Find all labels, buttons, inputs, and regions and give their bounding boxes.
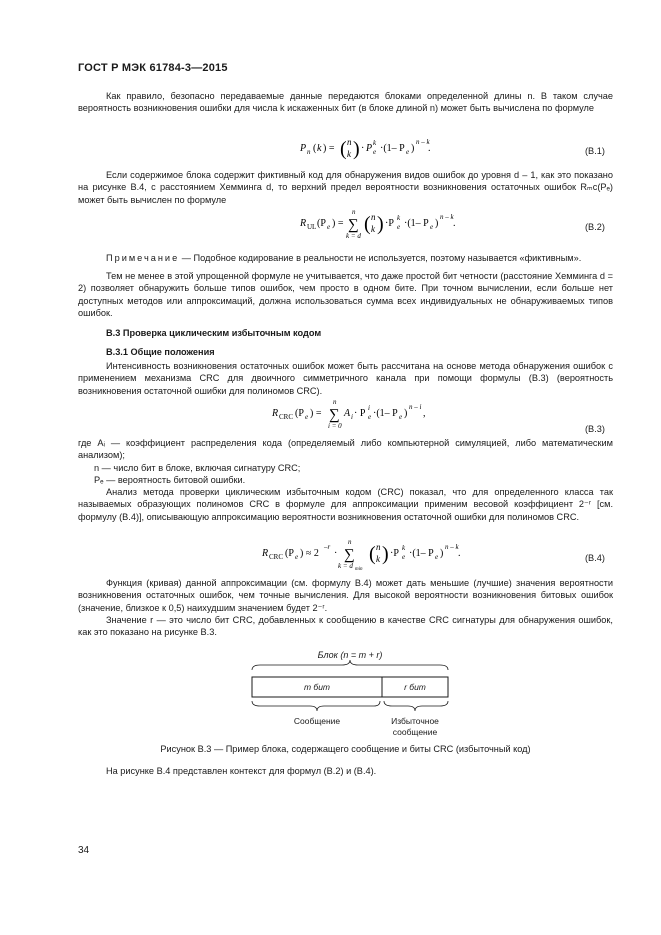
equation-b2 [300,208,460,245]
paragraph-crc-analysis: Анализ метода проверки циклическим избыточным кодом (CRC) показал, что для определенного класса так называемых образующих полиномов CRC в формуле для аппроксимации применим весовой коэффициент 2⁻ʳ [см. формулу (В.4)], описывающую аппроксимацию вероятности возникновения остаточной ошибки для полиномов CRC. [78,487,613,522]
message-brace [252,701,380,711]
heading-b3: В.3 Проверка циклическим избыточным кодом [106,328,322,338]
svg-text:) =: ) = [332,218,344,229]
figure-block-diagram [250,648,450,748]
svg-text:R: R [272,408,279,419]
svg-text:∑: ∑ [344,547,355,563]
equation-b1 [300,136,440,165]
svg-text:k: k [376,554,380,564]
svg-text:·(1– P: ·(1– P [409,548,434,559]
redundant-brace [384,701,448,711]
svg-text:n: n [333,398,337,406]
svg-text:min: min [355,567,363,572]
svg-text:.: . [428,143,431,154]
svg-text:e: e [368,413,372,421]
svg-text:e: e [430,223,434,231]
svg-text:i = 0: i = 0 [328,422,342,430]
svg-text:e: e [406,148,410,156]
svg-text:CRC: CRC [269,553,284,561]
svg-text:e: e [295,553,299,561]
svg-text:): ) [377,213,384,235]
svg-text:k: k [402,544,406,552]
redundant-label-1: Избыточное [391,716,439,726]
r-bits-label: r бит [404,682,426,692]
svg-text:·P: ·P [390,548,399,559]
svg-text:∑: ∑ [329,407,340,423]
svg-text:.: . [458,548,461,559]
paragraph-crc-intro: Интенсивность возникновения остаточных ошибок может быть рассчитана на основе метода обнаружения ошибок с применением механизма CRC для двоичного симметричного канала при помощи формулы (В.3) (вероятность возникновения остаточной ошибки для полиномов CRC). [78,361,613,396]
note-label: Примечание [106,253,180,263]
svg-text:UL: UL [307,223,317,231]
svg-text:· P: · P [354,408,366,419]
figure-caption: Рисунок В.3 — Пример блока, содержащего сообщение и биты CRC (избыточный код) [160,744,531,754]
svg-text:n – i: n – i [409,403,422,411]
svg-text:(: ( [340,138,347,160]
note [78,252,613,264]
svg-text:.: . [453,218,456,229]
svg-text:(: ( [364,213,371,235]
svg-text:·(1– P: ·(1– P [380,143,405,154]
svg-text:e: e [373,148,377,156]
paragraph-hamming: Если содержимое блока содержит фиктивный код для обнаружения видов ошибок до уровня d – 1, как это показано на рисунке В.4, с расстоянием Хемминга d, то верхний предел вероятности возникновения остаточных ошибок Rₘc(Pₑ) может быть вычислен по формуле [78,170,613,205]
svg-text:n: n [376,542,381,552]
svg-text:,: , [423,408,426,419]
svg-text:): ) [404,408,408,419]
svg-text:P: P [366,143,373,154]
note-text: — Подобное кодирование в реальности не используется, поэтому называется «фиктивным». [179,253,582,263]
heading-b31: В.3.1 Общие положения [106,347,215,357]
svg-text:) =: ) = [310,408,322,419]
svg-text:e: e [305,413,309,421]
svg-text:): ) [435,218,439,229]
svg-text:(P: (P [295,408,304,419]
svg-text:k = d: k = d [346,232,361,240]
svg-text:): ) [411,143,415,154]
svg-text:·: · [361,143,365,154]
svg-text:∑: ∑ [348,217,359,233]
paragraph-r-value: Значение r — это число бит CRC, добавленных к сообщению в качестве CRC сигнатуры для обнаружения ошибок, как это показано на рисунке В.3. [78,615,613,638]
svg-text:k: k [317,143,322,154]
svg-text:e: e [402,553,406,561]
definition-n: n — число бит в блоке, включая сигнатуру CRC; [94,463,301,473]
message-label: Сообщение [293,716,341,726]
svg-text:n: n [371,212,376,222]
svg-text:·: · [334,548,338,559]
paragraph-approx: Функция (кривая) данной аппроксимации (см. формулу В.4) может дать меньшие (лучшие) значения вероятности возникновения остаточных ошибок, чем точные вычисления. Для высокой вероятности возникновения битовых ошибок (значение, близкое к 0,5) наихудшим значением будет 2⁻ʳ. [78,578,613,613]
paragraph-intro: Как правило, безопасно передаваемые данные передаются блоками определенной длины n. В таком случае вероятность возникновения ошибки для числа k искаженных бит (в блоке длиной n) может быть вычислена по формуле [78,91,613,114]
equation-b3 [272,398,432,435]
svg-text:k: k [347,149,351,159]
svg-text:n: n [307,148,311,156]
svg-text:–r: –r [324,543,331,551]
svg-text:P: P [300,143,307,154]
svg-text:e: e [399,413,403,421]
paragraph-parity: Тем не менее в этой упрощенной формуле не учитывается, что даже простой бит четности (расстояние Хемминга d = 2) позволяет обнаружить больше типов ошибок, чем просто в одном бите. При точном вычислении, если больше нет доступных методов или аппроксимаций, должна использоваться сумма всех индивидуальных не обнаруживаемых типов ошибок. [78,271,613,319]
svg-text:(P: (P [317,218,326,229]
svg-text:(: ( [313,143,317,154]
svg-text:R: R [300,218,307,229]
svg-text:i: i [351,413,353,421]
svg-text:k: k [371,224,375,234]
equation-number-b2: (В.2) [585,222,605,232]
svg-text:k: k [397,214,401,222]
svg-text:e: e [435,553,439,561]
svg-text:n – k: n – k [416,138,430,146]
svg-text:e: e [327,223,331,231]
svg-text:(P: (P [285,548,294,559]
svg-text:k: k [373,139,377,147]
svg-text:n – k: n – k [445,543,459,551]
equation-number-b3: (В.3) [585,424,605,434]
svg-text:k = d: k = d [338,562,353,570]
svg-text:(: ( [369,543,376,565]
paragraph-context: На рисунке В.4 представлен контекст для формул (В.2) и (В.4). [106,766,377,776]
svg-text:R: R [262,548,269,559]
top-brace [252,660,448,670]
definition-ai: где Aᵢ — коэффициент распределения кода (определяемый либо компьютерной симуляцией, либо математическим анализом); [78,438,613,461]
svg-text:) ≈ 2: ) ≈ 2 [300,548,319,559]
svg-text:n – k: n – k [440,213,454,221]
document-header: ГОСТ Р МЭК 61784-3—2015 [78,62,228,74]
svg-text:n: n [348,538,352,546]
svg-text:n: n [347,137,352,147]
block-label: Блок (n = m + r) [317,650,383,660]
definition-pe: Pₑ — вероятность битовой ошибки. [94,475,246,485]
equation-number-b1: (В.1) [585,146,605,156]
svg-text:·P: ·P [385,218,394,229]
equation-b4 [262,538,462,575]
svg-text:): ) [353,138,360,160]
m-bits-label: m бит [303,682,331,692]
redundant-label-2: сообщение [392,727,438,737]
equation-number-b4: (В.4) [585,553,605,563]
svg-text:·(1– P: ·(1– P [404,218,429,229]
svg-text:) =: ) = [323,143,335,154]
svg-text:n: n [352,208,356,216]
svg-text:i: i [368,404,370,412]
svg-text:): ) [440,548,444,559]
page-number: 34 [78,845,90,856]
svg-text:·(1– P: ·(1– P [373,408,398,419]
svg-text:A: A [344,408,351,419]
svg-text:): ) [382,543,389,565]
svg-text:CRC: CRC [279,413,294,421]
svg-text:e: e [397,223,401,231]
